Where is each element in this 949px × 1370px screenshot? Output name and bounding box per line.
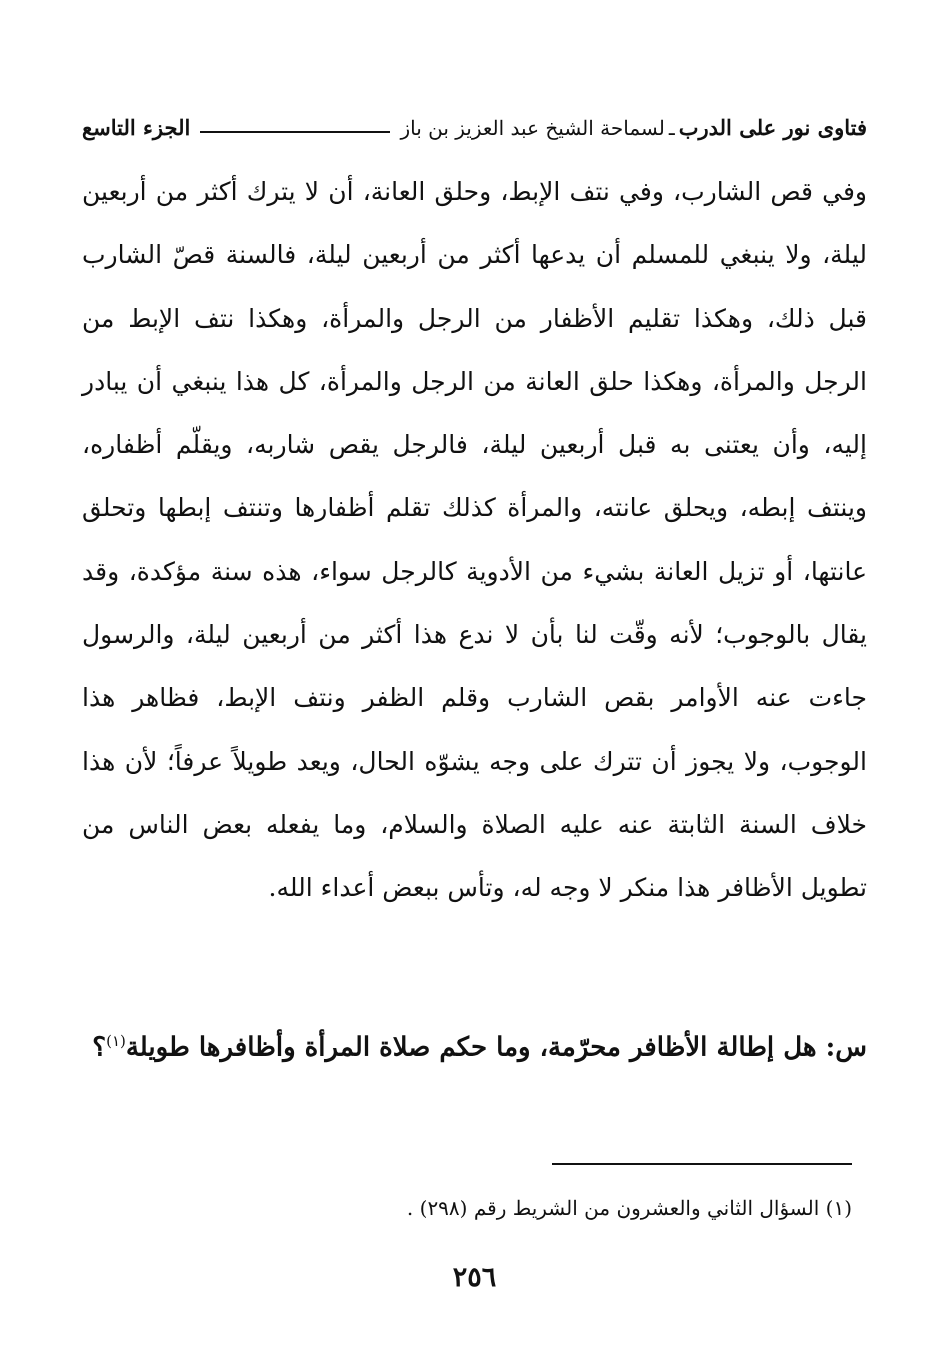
author-name: لسماحة الشيخ عبد العزيز بن باز [400, 116, 665, 140]
footnote: (١) السؤال الثاني والعشرون من الشريط رقم (٢٩٨) . [406, 1196, 852, 1220]
body-paragraph: وفي قص الشارب، وفي نتف الإبط، وحلق العانة، أن لا يترك أكثر من أربعين ليلة، ولا ينبغي للمسلم أن يدعها أكثر من أربعين ليلة، فالسنة قصّ الشارب قبل ذلك، وهكذا تقليم الأظفار من الرجل والمرأة، وهكذا نتف الإبط من الرجل والمرأة، وهكذا حلق العانة من الرجل والمرأة، كل هذا ينبغي أن يبادر إليه، وأن يعتنى به قبل أربعين ليلة، فالرجل يقص شاربه، ويقلّم أظفاره، وينتف إبطه، ويحلق عانته، والمرأة كذلك تقلم أظفارها وتنتف إبطها وتحلق عانتها، أو تزيل العانة بشيء من الأدوية كالرجل سواء، هذه سنة مؤكدة، وقد يقال بالوجوب؛ لأنه وقّت لنا بأن لا ندع هذا أكثر من أربعين ليلة، والرسول جاءت عنه الأوامر بقص الشارب وقلم الظفر ونتف الإبط، فظاهر هذا الوجوب، ولا يجوز أن تترك على وجه يشوّه الحال، ويعد طويلاً عرفاً؛ لأن هذا خلاف السنة الثابتة عنه عليه الصلاة والسلام، وما يفعله بعض الناس من تطويل الأظافر هذا منكر لا وجه له، وتأس ببعض أعداء الله. [82, 177, 867, 903]
page-number: ٢٥٦ [452, 1262, 497, 1293]
footnote-separator [552, 1163, 852, 1165]
header-title-group [400, 115, 867, 140]
question-text: س: هل إطالة الأظافر محرّمة، وما حكم صلاة المرأة وأظافرها طويلة [125, 1032, 867, 1063]
volume-label: الجزء التاسع [82, 115, 191, 140]
header-separator: ـ [668, 116, 675, 140]
book-title: فتاوى نور على الدرب [678, 115, 867, 140]
question-paragraph [82, 1002, 867, 1087]
body-text [82, 160, 867, 920]
header-rule [200, 131, 390, 133]
page-header [82, 104, 867, 140]
question-mark: ؟ [92, 1032, 107, 1063]
footnote-reference: (١) [106, 1032, 126, 1050]
question-block [82, 1002, 867, 1087]
